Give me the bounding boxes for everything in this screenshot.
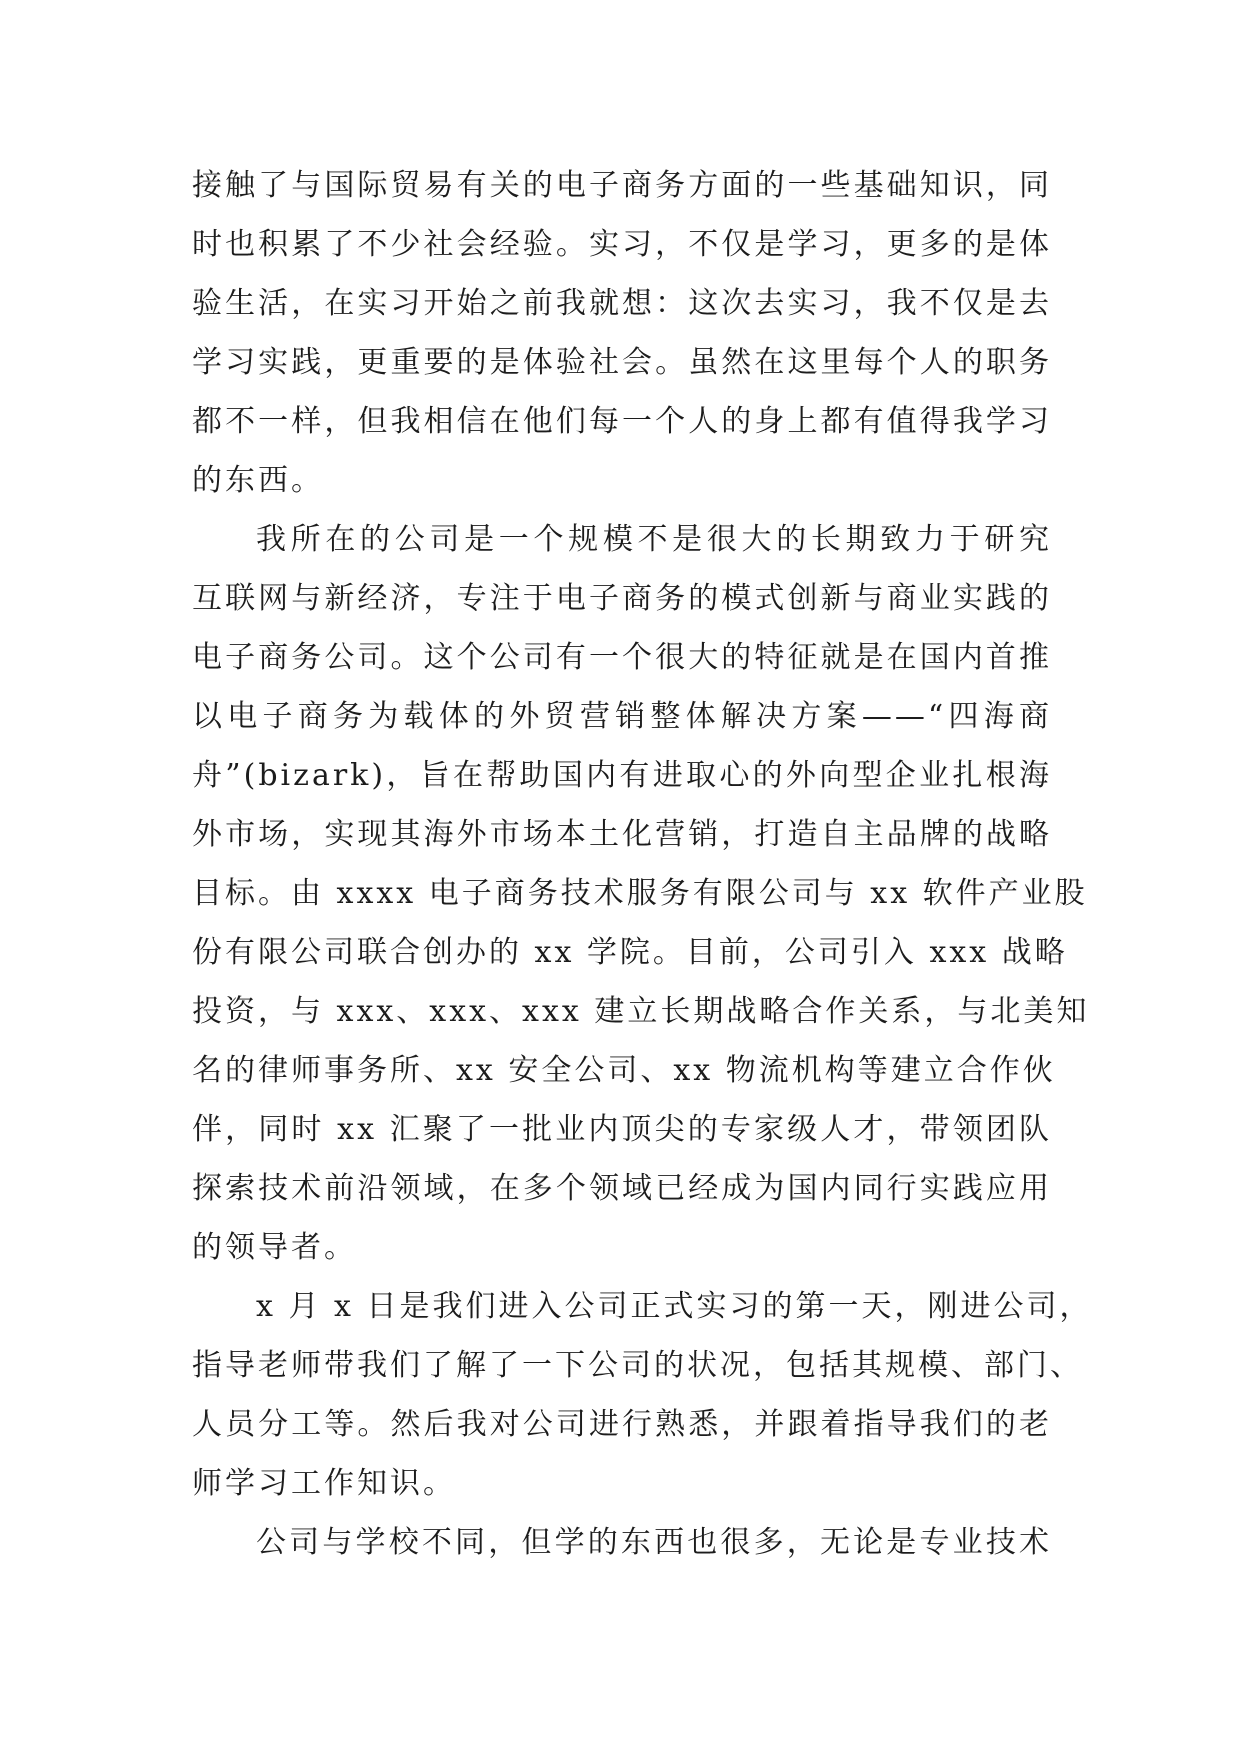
text-line: 都不一样，但我相信在他们每一个人的身上都有值得我学习	[192, 404, 1052, 439]
text-line: 验生活，在实习开始之前我就想：这次去实习，我不仅是去	[192, 286, 1052, 321]
text-line: 电子商务公司。这个公司有一个很大的特征就是在国内首推	[192, 640, 1052, 675]
text-line: 名的律师事务所、xx 安全公司、xx 物流机构等建立合作伙	[192, 1053, 1056, 1088]
text-line: 的东西。	[192, 463, 324, 498]
text-line: 接触了与国际贸易有关的电子商务方面的一些基础知识，同	[192, 168, 1052, 203]
text-line: 投资，与 xxx、xxx、xxx 建立长期战略合作关系，与北美知	[192, 994, 1090, 1029]
text-line: 外市场，实现其海外市场本土化营销，打造自主品牌的战略	[192, 817, 1052, 852]
text-line: 学习实践，更重要的是体验社会。虽然在这里每个人的职务	[192, 345, 1052, 380]
text-line: 舟”(bizark)，旨在帮助国内有进取心的外向型企业扎根海	[192, 758, 1052, 793]
body-text	[192, 156, 1093, 1572]
text-line: 以电子商务为载体的外贸营销整体解决方案——“四海商	[192, 699, 1052, 734]
text-line: 时也积累了不少社会经验。实习，不仅是学习，更多的是体	[192, 227, 1052, 262]
text-line: x 月 x 日是我们进入公司正式实习的第一天，刚进公司，	[256, 1289, 1093, 1324]
text-line: 我所在的公司是一个规模不是很大的长期致力于研究	[256, 522, 1052, 557]
text-line: 指导老师带我们了解了一下公司的状况，包括其规模、部门、	[192, 1348, 1083, 1383]
text-line: 的领导者。	[192, 1230, 357, 1265]
text-line: 互联网与新经济，专注于电子商务的模式创新与商业实践的	[192, 581, 1052, 616]
text-line: 伴，同时 xx 汇聚了一批业内顶尖的专家级人才，带领团队	[192, 1112, 1052, 1147]
text-line: 目标。由 xxxx 电子商务技术服务有限公司与 xx 软件产业股	[192, 876, 1088, 911]
text-line: 师学习工作知识。	[192, 1466, 456, 1501]
text-line: 人员分工等。然后我对公司进行熟悉，并跟着指导我们的老	[192, 1407, 1052, 1442]
text-line: 公司与学校不同，但学的东西也很多，无论是专业技术	[256, 1525, 1052, 1560]
text-line: 份有限公司联合创办的 xx 学院。目前，公司引入 xxx 战略	[192, 935, 1068, 970]
text-line: 探索技术前沿领域，在多个领域已经成为国内同行实践应用	[192, 1171, 1052, 1206]
